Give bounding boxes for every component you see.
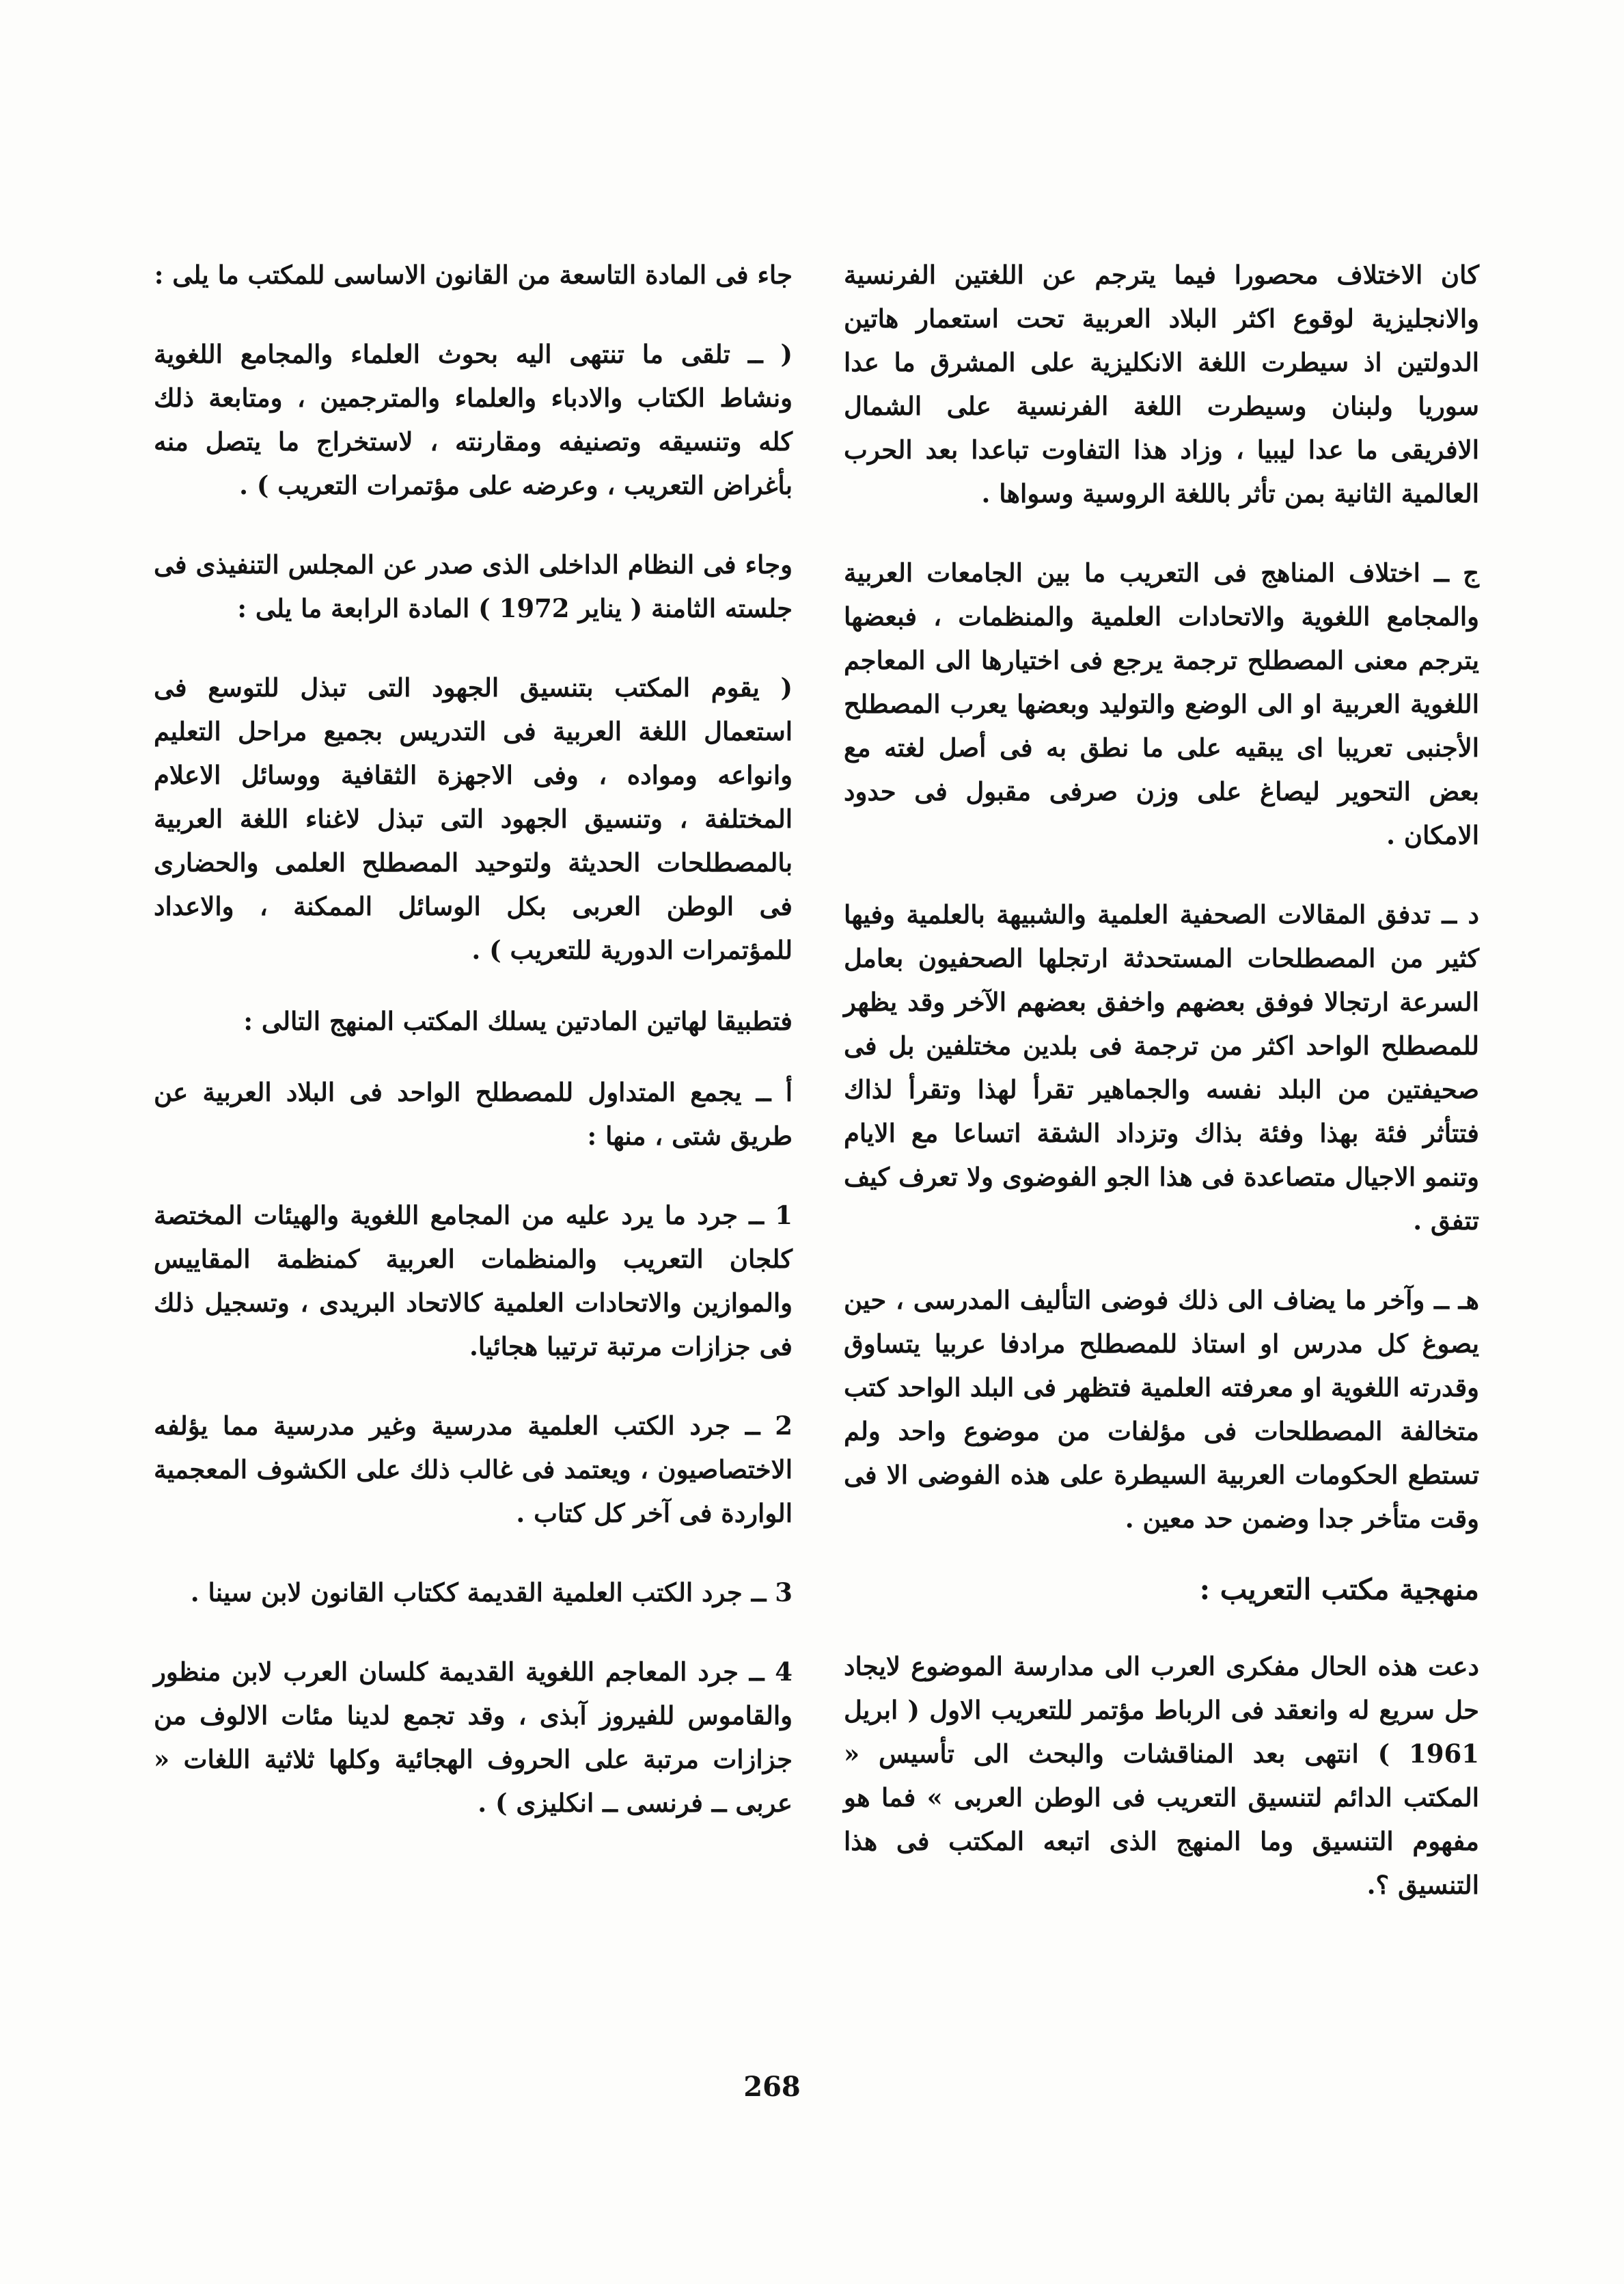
paragraph-item-1: 1 ــ جرد ما يرد عليه من المجامع اللغوية والهيئات المختصة كلجان التعريب والمنظمات العربية كمنظمة المقاييس والموازين والاتحادات العلمية كالاتحاد البريدى ، وتسجيل ذلك فى جزازات مرتبة ترتيبا هجائيا. xyxy=(154,1200,793,1361)
section-heading: منهجية مكتب التعريب : xyxy=(1199,1573,1479,1606)
paragraph-item-alif: أ ــ يجمع المتداول للمصطلح الواحد فى البلاد العربية عن طريق شتى ، منها : xyxy=(154,1077,793,1151)
paragraph-application: فتطبيقا لهاتين المادتين يسلك المكتب المنهج التالى : xyxy=(243,1006,793,1036)
paragraph-method: دعت هذه الحال مفكرى العرب الى مدارسة الموضوع لايجاد حل سريع له وانعقد فى الرباط مؤتمر للتعريب الاول ( ابريل 1961 ) انتهى بعد المناقشات والبحث الى تأسيس « المكتب الدائم لتنسيق التعريب فى الوطن العربى » فما هو مفهوم التنسيق وما المنهج الذى اتبعه المكتب فى هذا التنسيق ؟. xyxy=(844,1651,1479,1900)
paragraph-article9-intro: جاء فى المادة التاسعة من القانون الاساسى للمكتب ما يلى : xyxy=(154,260,793,290)
page-number: 268 xyxy=(743,2071,801,2103)
paragraph-item-3: 3 ــ جرد الكتب العلمية القديمة ككتاب القانون لابن سينا . xyxy=(190,1577,793,1607)
left-column xyxy=(154,253,793,1860)
right-column xyxy=(844,253,1479,1942)
paragraph-intro: كان الاختلاف محصورا فيما يترجم عن اللغتين الفرنسية والانجليزية لوقوع اكثر البلاد العربية تحت استعمار هاتين الدولتين اذ سيطرت اللغة الانكليزية على المشرق ما عدا سوريا ولبنان وسيطرت اللغة الفرنسية على الشمال الافريقى ما عدا ليبيا ، وزاد هذا التفاوت تباعدا بعد الحرب العالمية الثانية بمن تأثر باللغة الروسية وسواها . xyxy=(844,260,1479,508)
paragraph-item-2: 2 ــ جرد الكتب العلمية مدرسية وغير مدرسية مما يؤلفه الاختصاصيون ، ويعتمد فى غالب ذلك على الكشوف المعجمية الواردة فى آخر كل كتاب . xyxy=(154,1411,793,1528)
paragraph-bylaw-quote: ( يقوم المكتب بتنسيق الجهود التى تبذل للتوسع فى استعمال اللغة العربية فى التدريس بجميع مراحل التعليم وانواعه ومواده ، وفى الاجهزة الثقافية ووسائل الاعلام المختلفة ، وتنسيق الجهود التى تبذل لاغناء اللغة العربية بالمصطلحات الحديثة ولتوحيد المصطلح العلمى والحضارى فى الوطن العربى بكل الوسائل الممكنة ، والاعداد للمؤتمرات الدورية للتعريب ) . xyxy=(154,672,793,965)
paragraph-jim: ج ــ اختلاف المناهج فى التعريب ما بين الجامعات العربية والمجامع اللغوية والاتحادات العلمية والمنظمات ، فبعضها يترجم معنى المصطلح ترجمة يرجع فى اختيارها الى المعاجم اللغوية العربية او الى الوضع والتوليد وبعضها يعرب المصطلح الأجنبى تعريبا اى يبقيه على ما نطق به فى أصل لغته مع بعض التحوير ليصاغ على وزن صرفى مقبول فى حدود الامكان . xyxy=(844,558,1479,850)
paragraph-bylaw-intro: وجاء فى النظام الداخلى الذى صدر عن المجلس التنفيذى فى جلسته الثامنة ( يناير 1972 ) المادة الرابعة ما يلى : xyxy=(154,549,793,623)
paragraph-dal: د ــ تدفق المقالات الصحفية العلمية والشبيهة بالعلمية وفيها كثير من المصطلحات المستحدثة ارتجلها الصحفيون بعامل السرعة ارتجالا فوفق بعضهم واخفق بعضهم الآخر وقد يظهر للمصطلح الواحد اكثر من ترجمة فى بلدين مختلفين بل فى صحيفتين من البلد نفسه والجماهير تقرأ لهذا وتقرأ لذاك فتتأثر فئة بهذا وفئة بذاك وتزداد الشقة اتساعا مع الايام وتنمو الاجيال متصاعدة فى هذا الجو الفوضوى ولا تعرف كيف تتفق . xyxy=(844,899,1479,1236)
paragraph-ha: هـ ــ وآخر ما يضاف الى ذلك فوضى التأليف المدرسى ، حين يصوغ كل مدرس او استاذ للمصطلح مرادفا عربيا يتساوق وقدرته اللغوية او معرفته العلمية فتظهر فى البلد الواحد كتب متخالفة المصطلحات فى مؤلفات من موضوع واحد ولم تستطع الحكومات العربية السيطرة على هذه الفوضى الا فى وقت متأخر جدا وضمن حد معين . xyxy=(844,1285,1479,1534)
paragraph-item-4: 4 ــ جرد المعاجم اللغوية القديمة كلسان العرب لابن منظور والقاموس للفيروز آبذى ، وقد تجمع لدينا مئات الالوف من جزازات مرتبة على الحروف الهجائية وكلها ثلاثية اللغات « عربى ــ فرنسى ــ انكليزى ) . xyxy=(154,1657,793,1818)
paragraph-article9-quote: ( ــ تلقى ما تنتهى اليه بحوث العلماء والمجامع اللغوية ونشاط الكتاب والادباء والعلماء والمترجمين ، ومتابعة ذلك كله وتنسيقه وتصنيفه ومقارنته ، لاستخراج ما يتصل منه بأغراض التعريب ، وعرضه على مؤتمرات التعريب ) . xyxy=(154,339,793,500)
